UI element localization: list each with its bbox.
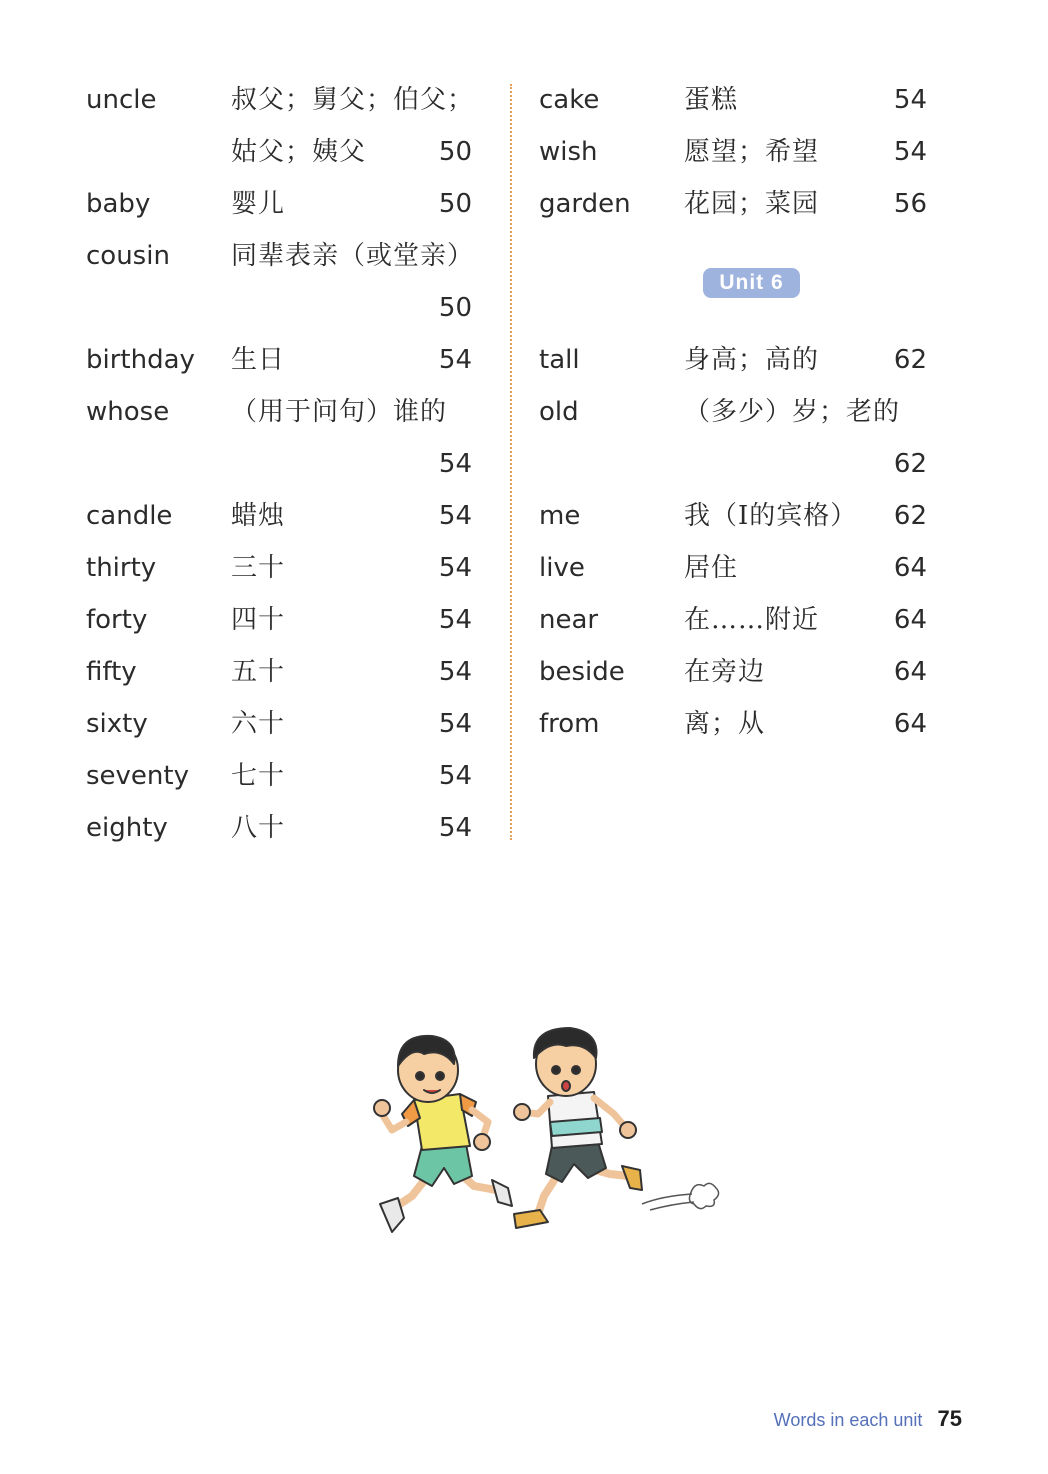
entry-meaning: 八十: [231, 813, 286, 843]
page-number: 75: [937, 1406, 962, 1431]
entry-page: 64: [893, 657, 927, 687]
entry-word: eighty: [86, 813, 168, 843]
entry-word: candle: [86, 501, 173, 531]
entry-page: 54: [438, 605, 472, 635]
entry-page: 54: [438, 501, 472, 531]
entry-meaning: 婴儿: [231, 189, 286, 219]
entry-word: seventy: [86, 761, 189, 791]
entry-word: tall: [539, 345, 580, 375]
word-entry-whose: [86, 386, 486, 438]
entry-meaning: 我（I的宾格）: [684, 501, 858, 531]
entry-meaning: 愿望；希望: [684, 137, 820, 167]
entry-word: me: [539, 501, 581, 531]
dust-cloud-icon: [642, 1183, 719, 1210]
entry-word: cousin: [86, 241, 170, 271]
word-entry-garden: [539, 178, 939, 230]
entry-meaning: 姑父；姨父: [231, 137, 367, 167]
word-entry-whose-cont: [86, 438, 486, 490]
entry-page: 54: [438, 449, 472, 479]
word-entry-fifty: [86, 646, 486, 698]
word-entry-cousin-cont: [86, 282, 486, 334]
word-entry-uncle-cont: [86, 126, 486, 178]
entry-word: birthday: [86, 345, 195, 375]
word-entry-cousin: [86, 230, 486, 282]
word-entry-sixty: [86, 698, 486, 750]
boy-left: [374, 1036, 512, 1232]
entry-page: 54: [438, 761, 472, 791]
entry-meaning: 在……附近: [684, 605, 820, 635]
entry-page: 62: [893, 345, 927, 375]
entry-word: thirty: [86, 553, 157, 583]
column-divider: [510, 84, 512, 840]
running-boys-illustration: [362, 1018, 732, 1248]
word-entry-old-cont: [539, 438, 939, 490]
entry-word: from: [539, 709, 600, 739]
left-word-column: [86, 74, 486, 854]
entry-word: uncle: [86, 85, 157, 115]
entry-meaning: （多少）岁；老的: [684, 397, 901, 427]
entry-page: 54: [438, 345, 472, 375]
entry-word: fifty: [86, 657, 137, 687]
entry-word: baby: [86, 189, 151, 219]
entry-page: 64: [893, 553, 927, 583]
word-entry-birthday: [86, 334, 486, 386]
word-entry-wish: [539, 126, 939, 178]
word-entry-uncle: [86, 74, 486, 126]
entry-word: garden: [539, 189, 631, 219]
right-word-column: [539, 74, 939, 750]
entry-page: 50: [438, 137, 472, 167]
entry-meaning: 四十: [231, 605, 286, 635]
word-entry-beside: [539, 646, 939, 698]
page-footer: [774, 1402, 962, 1436]
entry-meaning: 蜡烛: [231, 501, 286, 531]
entry-page: 50: [438, 189, 472, 219]
unit-heading: [539, 230, 939, 334]
entry-word: near: [539, 605, 599, 635]
entry-meaning: 六十: [231, 709, 286, 739]
entry-meaning: 同辈表亲（或堂亲）: [231, 241, 475, 271]
word-entry-tall: [539, 334, 939, 386]
entry-page: 62: [893, 501, 927, 531]
entry-meaning: 离；从: [684, 709, 766, 739]
entry-page: 54: [438, 553, 472, 583]
entry-meaning: 身高；高的: [684, 345, 820, 375]
entry-page: 54: [438, 657, 472, 687]
word-entry-live: [539, 542, 939, 594]
word-entry-me: [539, 490, 939, 542]
entry-page: 56: [893, 189, 927, 219]
word-entry-forty: [86, 594, 486, 646]
entry-page: 64: [893, 709, 927, 739]
entry-page: 54: [438, 813, 472, 843]
entry-meaning: 叔父；舅父；伯父；: [231, 85, 475, 115]
word-entry-old: [539, 386, 939, 438]
entry-page: 54: [438, 709, 472, 739]
entry-word: live: [539, 553, 585, 583]
word-entry-baby: [86, 178, 486, 230]
entry-meaning: 在旁边: [684, 657, 766, 687]
entry-word: sixty: [86, 709, 148, 739]
entry-page: 62: [893, 449, 927, 479]
entry-meaning: 花园；菜园: [684, 189, 820, 219]
footer-label: Words in each unit: [773, 1410, 923, 1430]
entry-word: cake: [539, 85, 600, 115]
entry-page: 50: [438, 293, 472, 323]
entry-page: 54: [893, 137, 927, 167]
word-entry-from: [539, 698, 939, 750]
entry-word: beside: [539, 657, 625, 687]
word-entry-thirty: [86, 542, 486, 594]
entry-word: wish: [539, 137, 598, 167]
entry-word: old: [539, 397, 579, 427]
entry-word: whose: [86, 397, 170, 427]
entry-page: 54: [893, 85, 927, 115]
word-entry-eighty: [86, 802, 486, 854]
entry-meaning: 七十: [231, 761, 286, 791]
entry-meaning: （用于问句）谁的: [231, 397, 448, 427]
entry-meaning: 五十: [231, 657, 286, 687]
entry-meaning: 三十: [231, 553, 286, 583]
word-entry-candle: [86, 490, 486, 542]
boy-right: [514, 1028, 642, 1228]
word-entry-cake: [539, 74, 939, 126]
entry-meaning: 生日: [231, 345, 286, 375]
unit-badge: Unit 6: [703, 268, 800, 298]
entry-meaning: 居住: [684, 553, 739, 583]
entry-page: 64: [893, 605, 927, 635]
word-entry-seventy: [86, 750, 486, 802]
entry-meaning: 蛋糕: [684, 85, 739, 115]
entry-word: forty: [86, 605, 148, 635]
word-entry-near: [539, 594, 939, 646]
